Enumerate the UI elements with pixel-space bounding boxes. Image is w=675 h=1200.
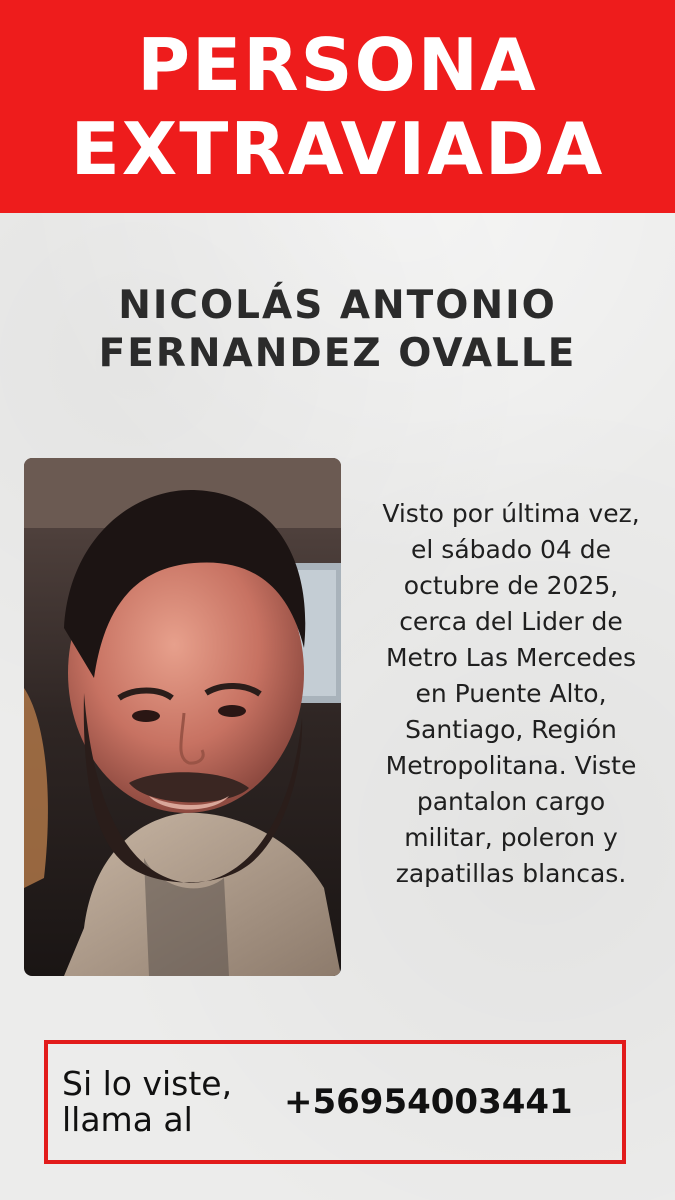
description-line: octubre de 2025, xyxy=(403,571,619,600)
contact-phone-number[interactable]: +56954003441 xyxy=(284,1082,573,1122)
description-line: Santiago, Región xyxy=(405,715,617,744)
description-line: el sábado 04 de xyxy=(411,535,611,564)
banner-title-line2: EXTRAVIADA xyxy=(70,106,605,191)
description-line: zapatillas blancas. xyxy=(395,859,627,888)
person-name-line1: NICOLÁS ANTONIO xyxy=(118,283,557,328)
person-name xyxy=(0,282,675,378)
contact-prompt-line2: llama al xyxy=(62,1100,193,1139)
description-line: en Puente Alto, xyxy=(415,679,607,708)
contact-box xyxy=(44,1040,626,1164)
description-line: Metro Las Mercedes xyxy=(385,643,637,672)
description-line: cerca del Lider de xyxy=(399,607,623,636)
description-line: pantalon cargo xyxy=(416,787,606,816)
banner-title-line1: PERSONA xyxy=(137,22,538,107)
sighting-description xyxy=(352,496,670,892)
person-name-line2: FERNANDEZ OVALLE xyxy=(98,331,577,376)
contact-prompt xyxy=(62,1066,262,1138)
description-line: Metropolitana. Viste xyxy=(385,751,637,780)
description-line: Visto por última vez, xyxy=(382,499,640,528)
header-banner xyxy=(0,0,675,213)
contact-prompt-line1: Si lo viste, xyxy=(62,1064,233,1103)
description-line: militar, poleron y xyxy=(404,823,618,852)
person-photo xyxy=(24,458,341,976)
